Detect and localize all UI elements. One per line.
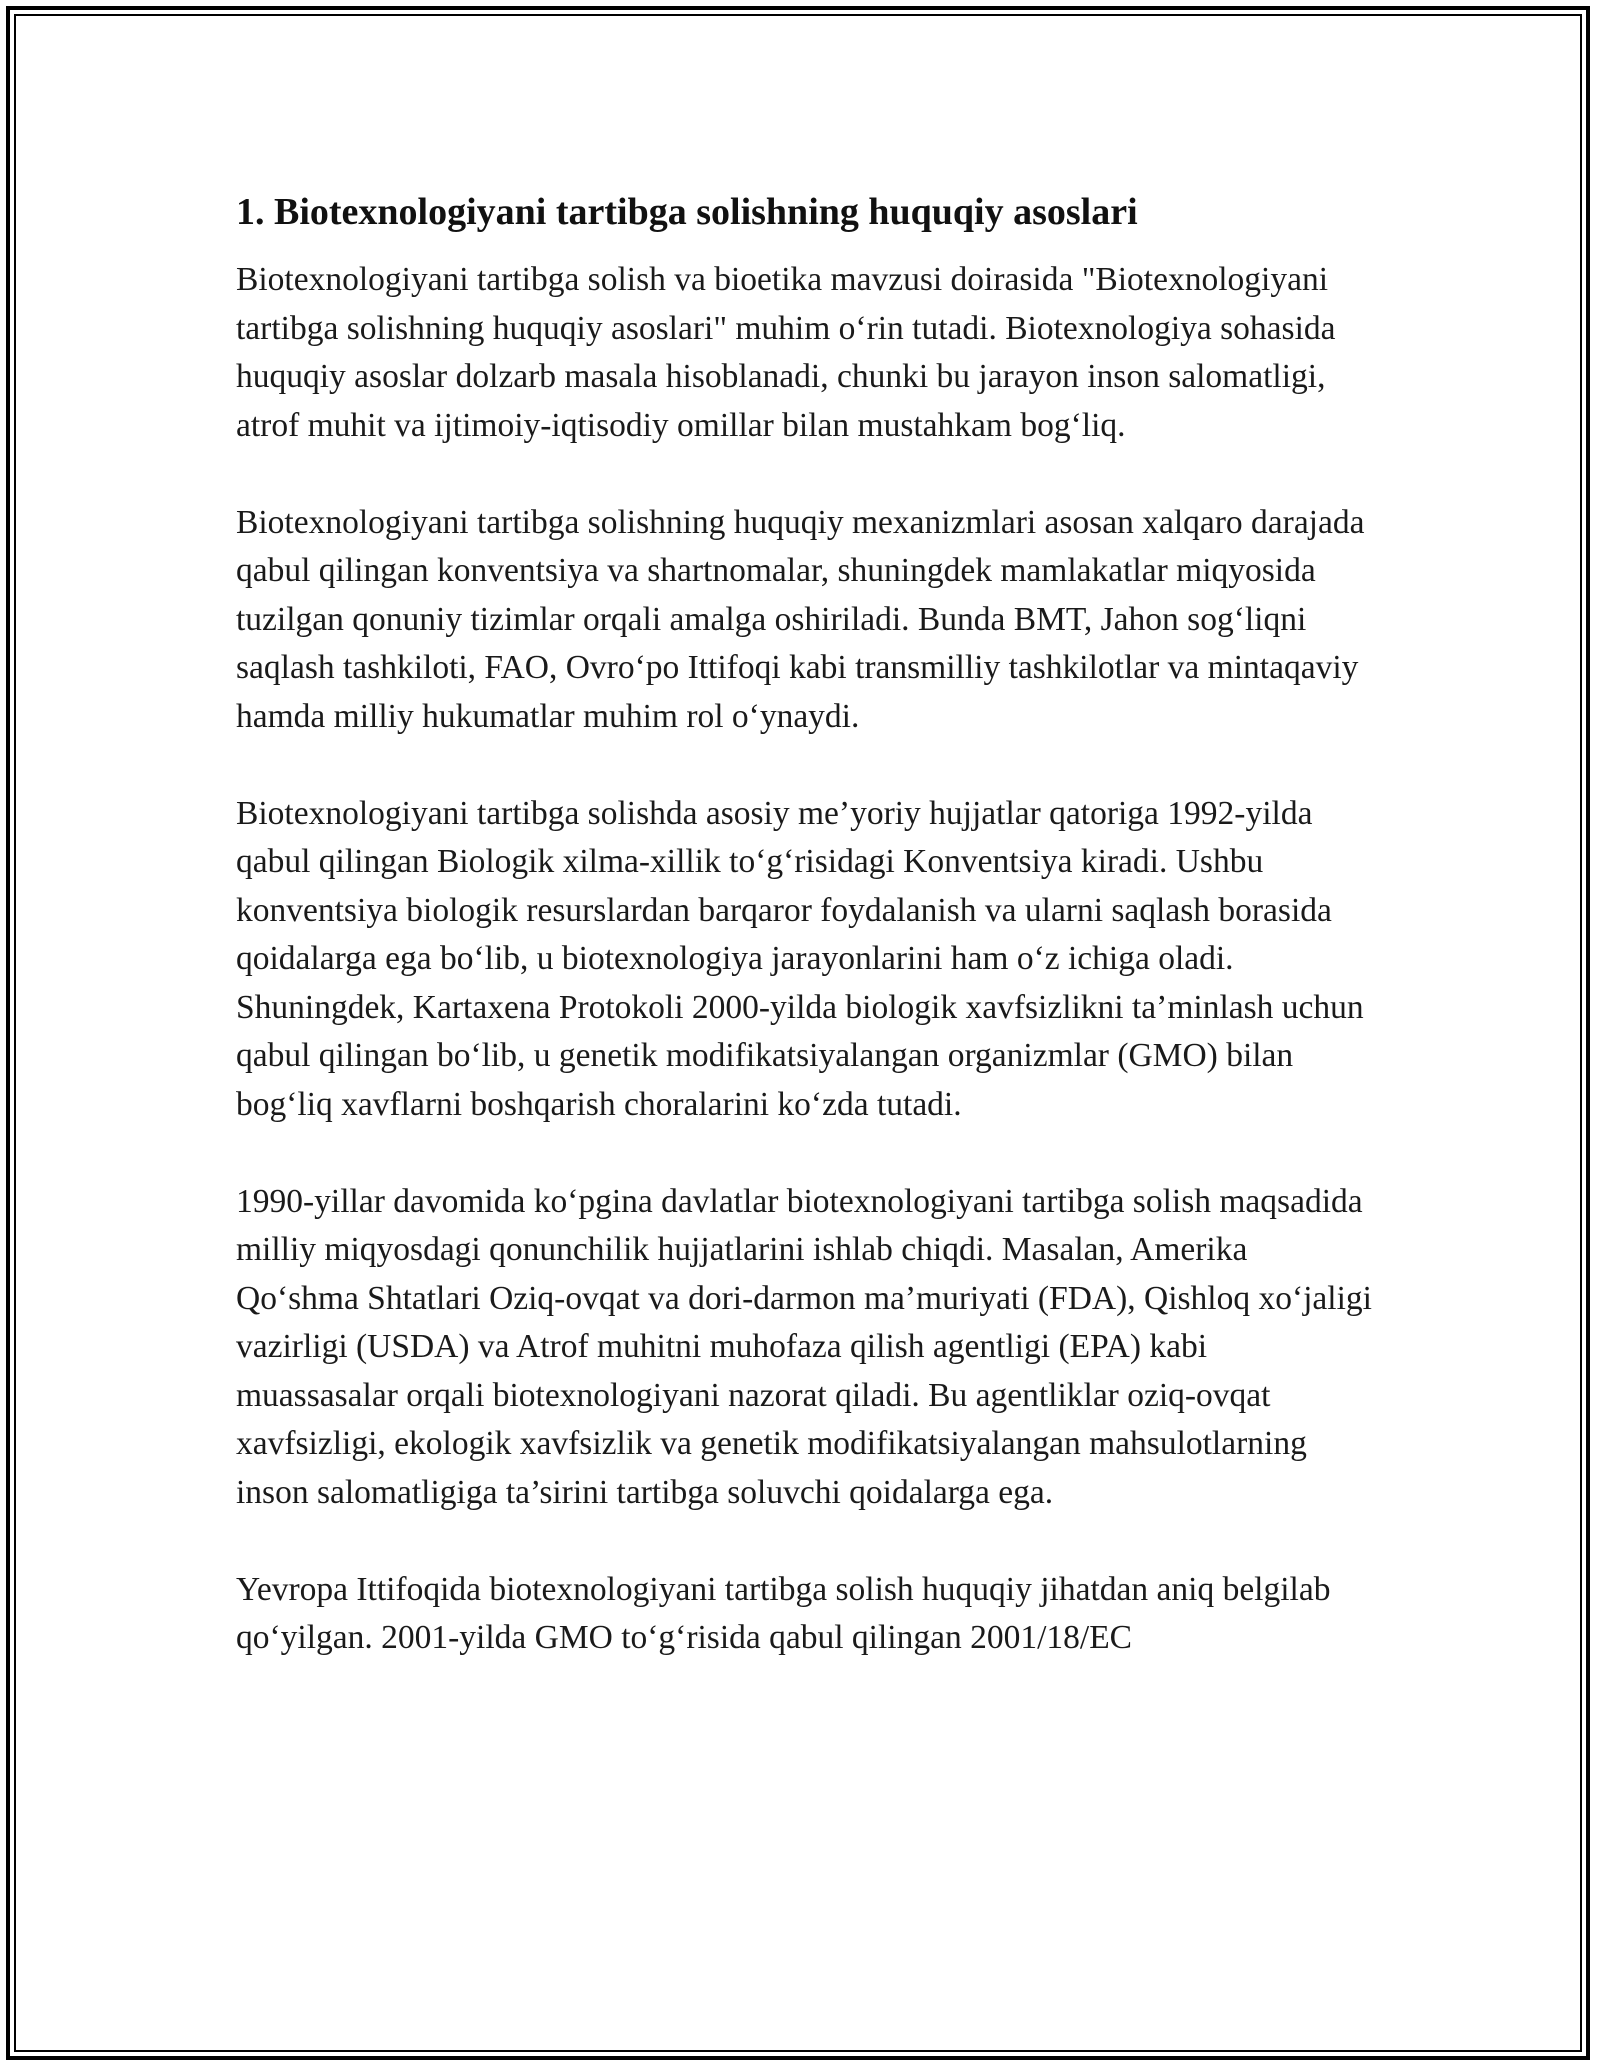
document-body xyxy=(236,186,1376,1711)
paragraph-national-legislation: 1990-yillar davomida ko‘pgina davlatlar biotexnologiyani tartibga solish maqsadida milliy miqyosdagi qonunchilik hujjatlarini ishlab chiqdi. Masalan, Amerika Qo‘shma Shtatlari Oziq-ovqat va dori-darmon ma’muriyati (FDA), Qishloq xo‘jaligi vazirligi (USDA) va Atrof muhitni muhofaza qilish agentligi (EPA) kabi muassasalar orqali biotexnologiyani nazorat qiladi. Bu agentliklar oziq-ovqat xavfsizligi, ekologik xavfsizlik va genetik modifikatsiyalangan mahsulotlarning inson salomatligiga ta’sirini tartibga soluvchi qoidalarga ega. xyxy=(236,1182,1372,1511)
paragraph-european-union: Yevropa Ittifoqida biotexnologiyani tartibga solish huquqiy jihatdan aniq belgilab qo‘yilgan. 2001-yilda GMO to‘g‘risida qabul qilingan 2001/18/EC xyxy=(236,1570,1331,1656)
paragraph-convention: Biotexnologiyani tartibga solishda asosiy me’yoriy hujjatlar qatoriga 1992-yilda qabul qilingan Biologik xilma-xillik to‘g‘risidagi Konventsiya kiradi. Ushbu konventsiya biologik resurslardan barqaror foydalanish va ularni saqlash borasida qoidalarga ega bo‘lib, u biotexnologiya jarayonlarini ham o‘z ichiga oladi. Shuningdek, Kartaxena Protokoli 2000-yilda biologik xavfsizlikni ta’minlash uchun qabul qilingan bo‘lib, u genetik modifikatsiyalangan organizmlar (GMO) bilan bog‘liq xavflarni boshqarish choralarini ko‘zda tutadi. xyxy=(236,794,1364,1123)
section-heading: 1. Biotexnologiyani tartibga solishning huquqiy asoslari xyxy=(236,191,1138,233)
paragraph-legal-mechanisms: Biotexnologiyani tartibga solishning huquqiy mexanizmlari asosan xalqaro darajada qabul qilingan konventsiya va shartnomalar, shuningdek mamlakatlar miqyosida tuzilgan qonuniy tizimlar orqali amalga oshiriladi. Bunda BMT, Jahon sog‘liqni saqlash tashkiloti, FAO, Ovro‘po Ittifoqi kabi transmilliy tashkilotlar va mintaqaviy hamda milliy hukumatlar muhim rol o‘ynaydi. xyxy=(236,503,1365,735)
paragraph-intro: Biotexnologiyani tartibga solish va bioetika mavzusi doirasida "Biotexnologiyani tartibga solishning huquqiy asoslari" muhim o‘rin tutadi. Biotexnologiya sohasida huquqiy asoslar dolzarb masala hisoblanadi, chunki bu jarayon inson salomatligi, atrof muhit va ijtimoiy-iqtisodiy omillar bilan mustahkam bog‘liq. xyxy=(236,261,1336,444)
